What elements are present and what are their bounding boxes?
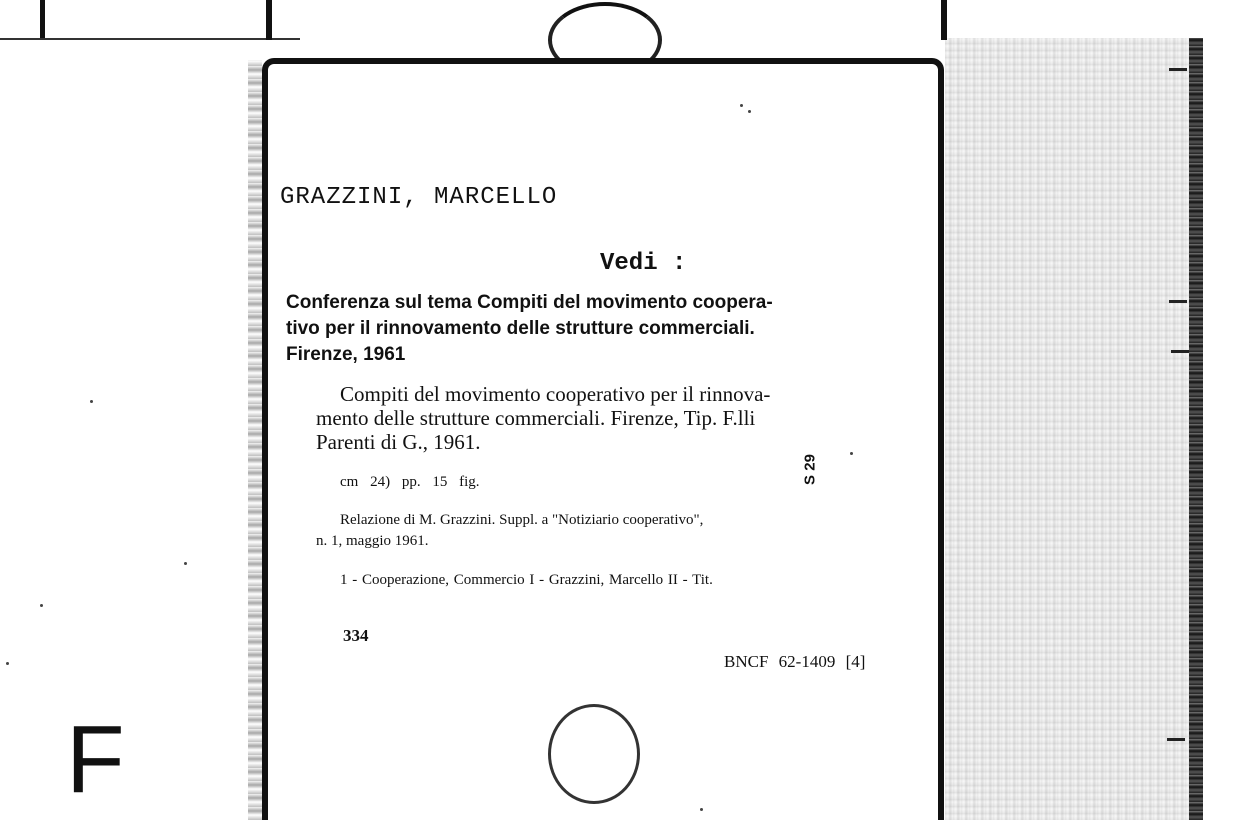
see-reference-entry (286, 290, 931, 368)
subject-tracings: 1 - Cooperazione, Commercio I - Grazzini, Marcello II - Tit. (340, 572, 713, 588)
bibliographic-citation (316, 382, 930, 454)
citation-line: Parenti di G., 1961. (316, 430, 481, 454)
citation-line: mento delle strutture commerciali. Firenze, Tip. F.lli (316, 406, 756, 430)
classification-number: 334 (343, 626, 369, 645)
card-heading-author: GRAZZINI, MARCELLO (280, 184, 558, 211)
scan-dot (700, 808, 703, 811)
scan-dot (748, 110, 751, 113)
scan-strip-right (941, 0, 947, 40)
note-line: Relazione di M. Grazzini. Suppl. a "Notiziario cooperativo", (340, 512, 704, 528)
card-punch-hole (548, 704, 640, 804)
scan-dot (740, 104, 743, 107)
scan-edge-line (0, 38, 300, 40)
scan-dot (184, 562, 187, 565)
scan-mark (40, 0, 45, 40)
scan-strip-left (266, 0, 272, 40)
reference-line: Conferenza sul tema Compiti del movimento coopera- (286, 292, 773, 313)
citation-line: Compiti del movimento cooperativo per il rinnova- (340, 382, 771, 406)
physical-description: cm 24) pp. 15 fig. (340, 474, 480, 490)
reference-line: Firenze, 1961 (286, 344, 406, 365)
scan-tick (1169, 68, 1187, 71)
scan-edge-right (1189, 38, 1203, 820)
scan-dot (6, 662, 9, 665)
scan-dot (40, 604, 43, 607)
scan-tick (1169, 300, 1187, 303)
margin-letter: F (66, 706, 125, 813)
scan-dot (90, 400, 93, 403)
scan-grain-left (248, 60, 262, 820)
scan-tick (1171, 350, 1189, 353)
reference-line: tivo per il rinnovamento delle strutture commerciali. (286, 318, 755, 339)
note-line: n. 1, maggio 1961. (316, 533, 429, 549)
scan-grain-right (945, 38, 1203, 820)
scan-tick (1167, 738, 1185, 741)
control-number: BNCF 62-1409 [4] (724, 652, 866, 671)
shelfmark: S 29 (801, 454, 819, 485)
see-reference-label: Vedi : (600, 250, 687, 277)
general-note (316, 510, 936, 552)
